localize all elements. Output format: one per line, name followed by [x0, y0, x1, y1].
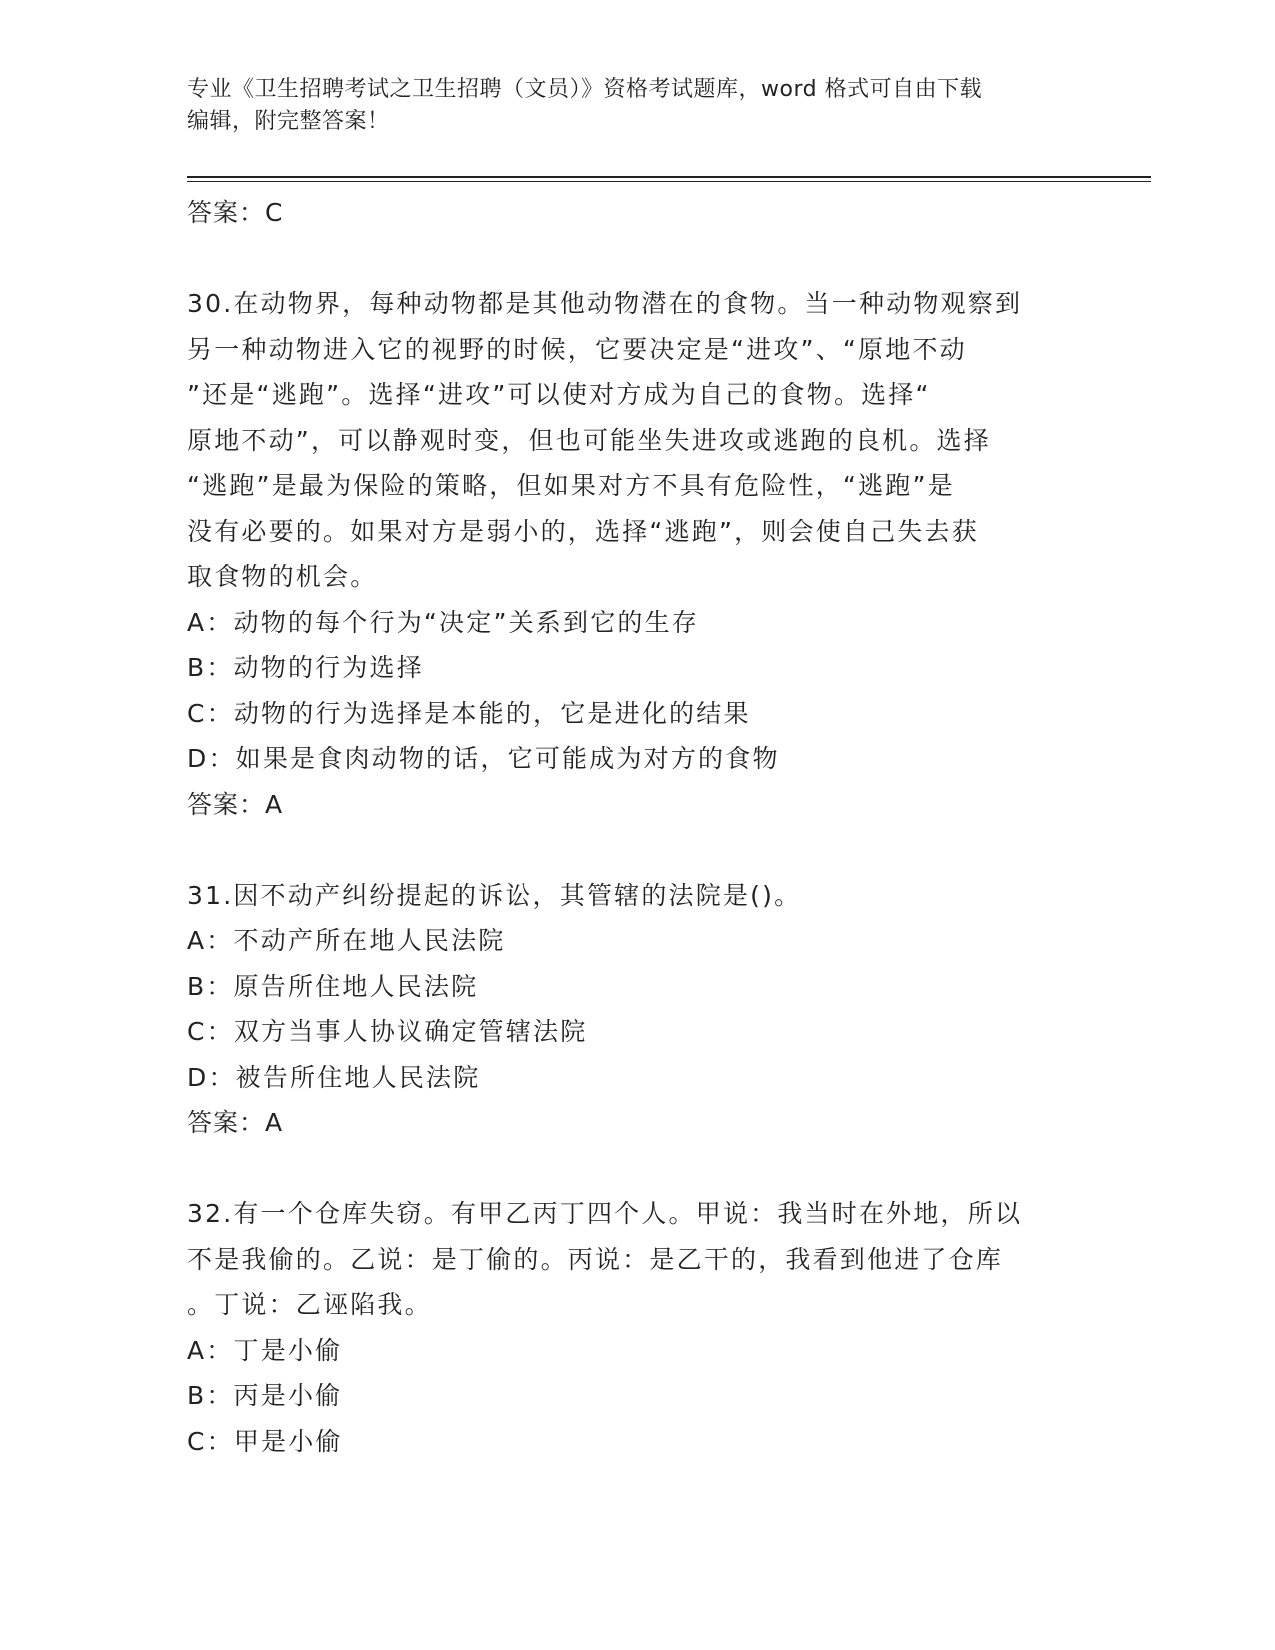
question-stem-line: 原地不动”，可以静观时变，但也可能坐失进攻或逃跑的良机。选择: [187, 425, 991, 455]
option-b: B：动物的行为选择: [187, 653, 424, 682]
question-stem-line: ”还是“逃跑”。选择“进攻”可以使对方成为自己的食物。选择“: [187, 380, 931, 409]
question-stem-line: 32.有一个仓库失窃。有甲乙丙丁四个人。甲说：我当时在外地，所以: [187, 1199, 1023, 1228]
question-stem-line: 不是我偷的。乙说：是丁偷的。丙说：是乙干的，我看到他进了仓库: [187, 1244, 1004, 1274]
answer-line: 答案：A: [187, 789, 284, 819]
document-header: [187, 74, 1087, 138]
option-a: A：不动产所在地人民法院: [187, 926, 506, 955]
header-divider-thin: [187, 181, 1151, 182]
spacer: [187, 236, 1087, 282]
answer-line: 答案：C: [187, 198, 284, 227]
answer-line: 答案：A: [187, 1108, 284, 1137]
question-30: [187, 281, 1087, 827]
question-stem-line: 另一种动物进入它的视野的时候，它要决定是“进攻”、“原地不动: [187, 334, 967, 364]
question-32: [187, 1191, 1087, 1464]
spacer: [187, 1146, 1087, 1192]
option-b: B：丙是小偷: [187, 1381, 343, 1410]
document-body: [187, 190, 1087, 1464]
question-stem-line: 31.因不动产纠纷提起的诉讼，其管辖的法院是()。: [187, 880, 802, 910]
question-stem-line: 取食物的机会。: [187, 562, 378, 591]
question-stem-line: 没有必要的。如果对方是弱小的，选择“逃跑”，则会使自己失去获: [187, 516, 979, 546]
spacer: [187, 827, 1087, 873]
option-d: D：被告所住地人民法院: [187, 1062, 481, 1092]
header-line-1: 专业《卫生招聘考试之卫生招聘（文员）》资格考试题库，word 格式可自由下载: [187, 77, 983, 102]
header-divider-thick: [187, 176, 1151, 178]
option-a: A：动物的每个行为“决定”关系到它的生存: [187, 607, 700, 637]
option-b: B：原告所住地人民法院: [187, 971, 479, 1001]
question-stem-line: “逃跑”是最为保险的策略，但如果对方不具有危险性，“逃跑”是: [187, 471, 955, 500]
question-31: [187, 873, 1087, 1146]
option-c: C：动物的行为选择是本能的，它是进化的结果: [187, 698, 751, 728]
question-stem-line: 。丁说：乙诬陷我。: [187, 1290, 432, 1319]
option-d: D：如果是食肉动物的话，它可能成为对方的食物: [187, 744, 780, 773]
option-a: A：丁是小偷: [187, 1335, 343, 1365]
header-line-2: 编辑，附完整答案！: [187, 109, 390, 134]
option-c: C：甲是小偷: [187, 1426, 343, 1456]
question-stem-line: 30.在动物界，每种动物都是其他动物潜在的食物。当一种动物观察到: [187, 289, 1023, 318]
option-c: C：双方当事人协议确定管辖法院: [187, 1017, 588, 1046]
